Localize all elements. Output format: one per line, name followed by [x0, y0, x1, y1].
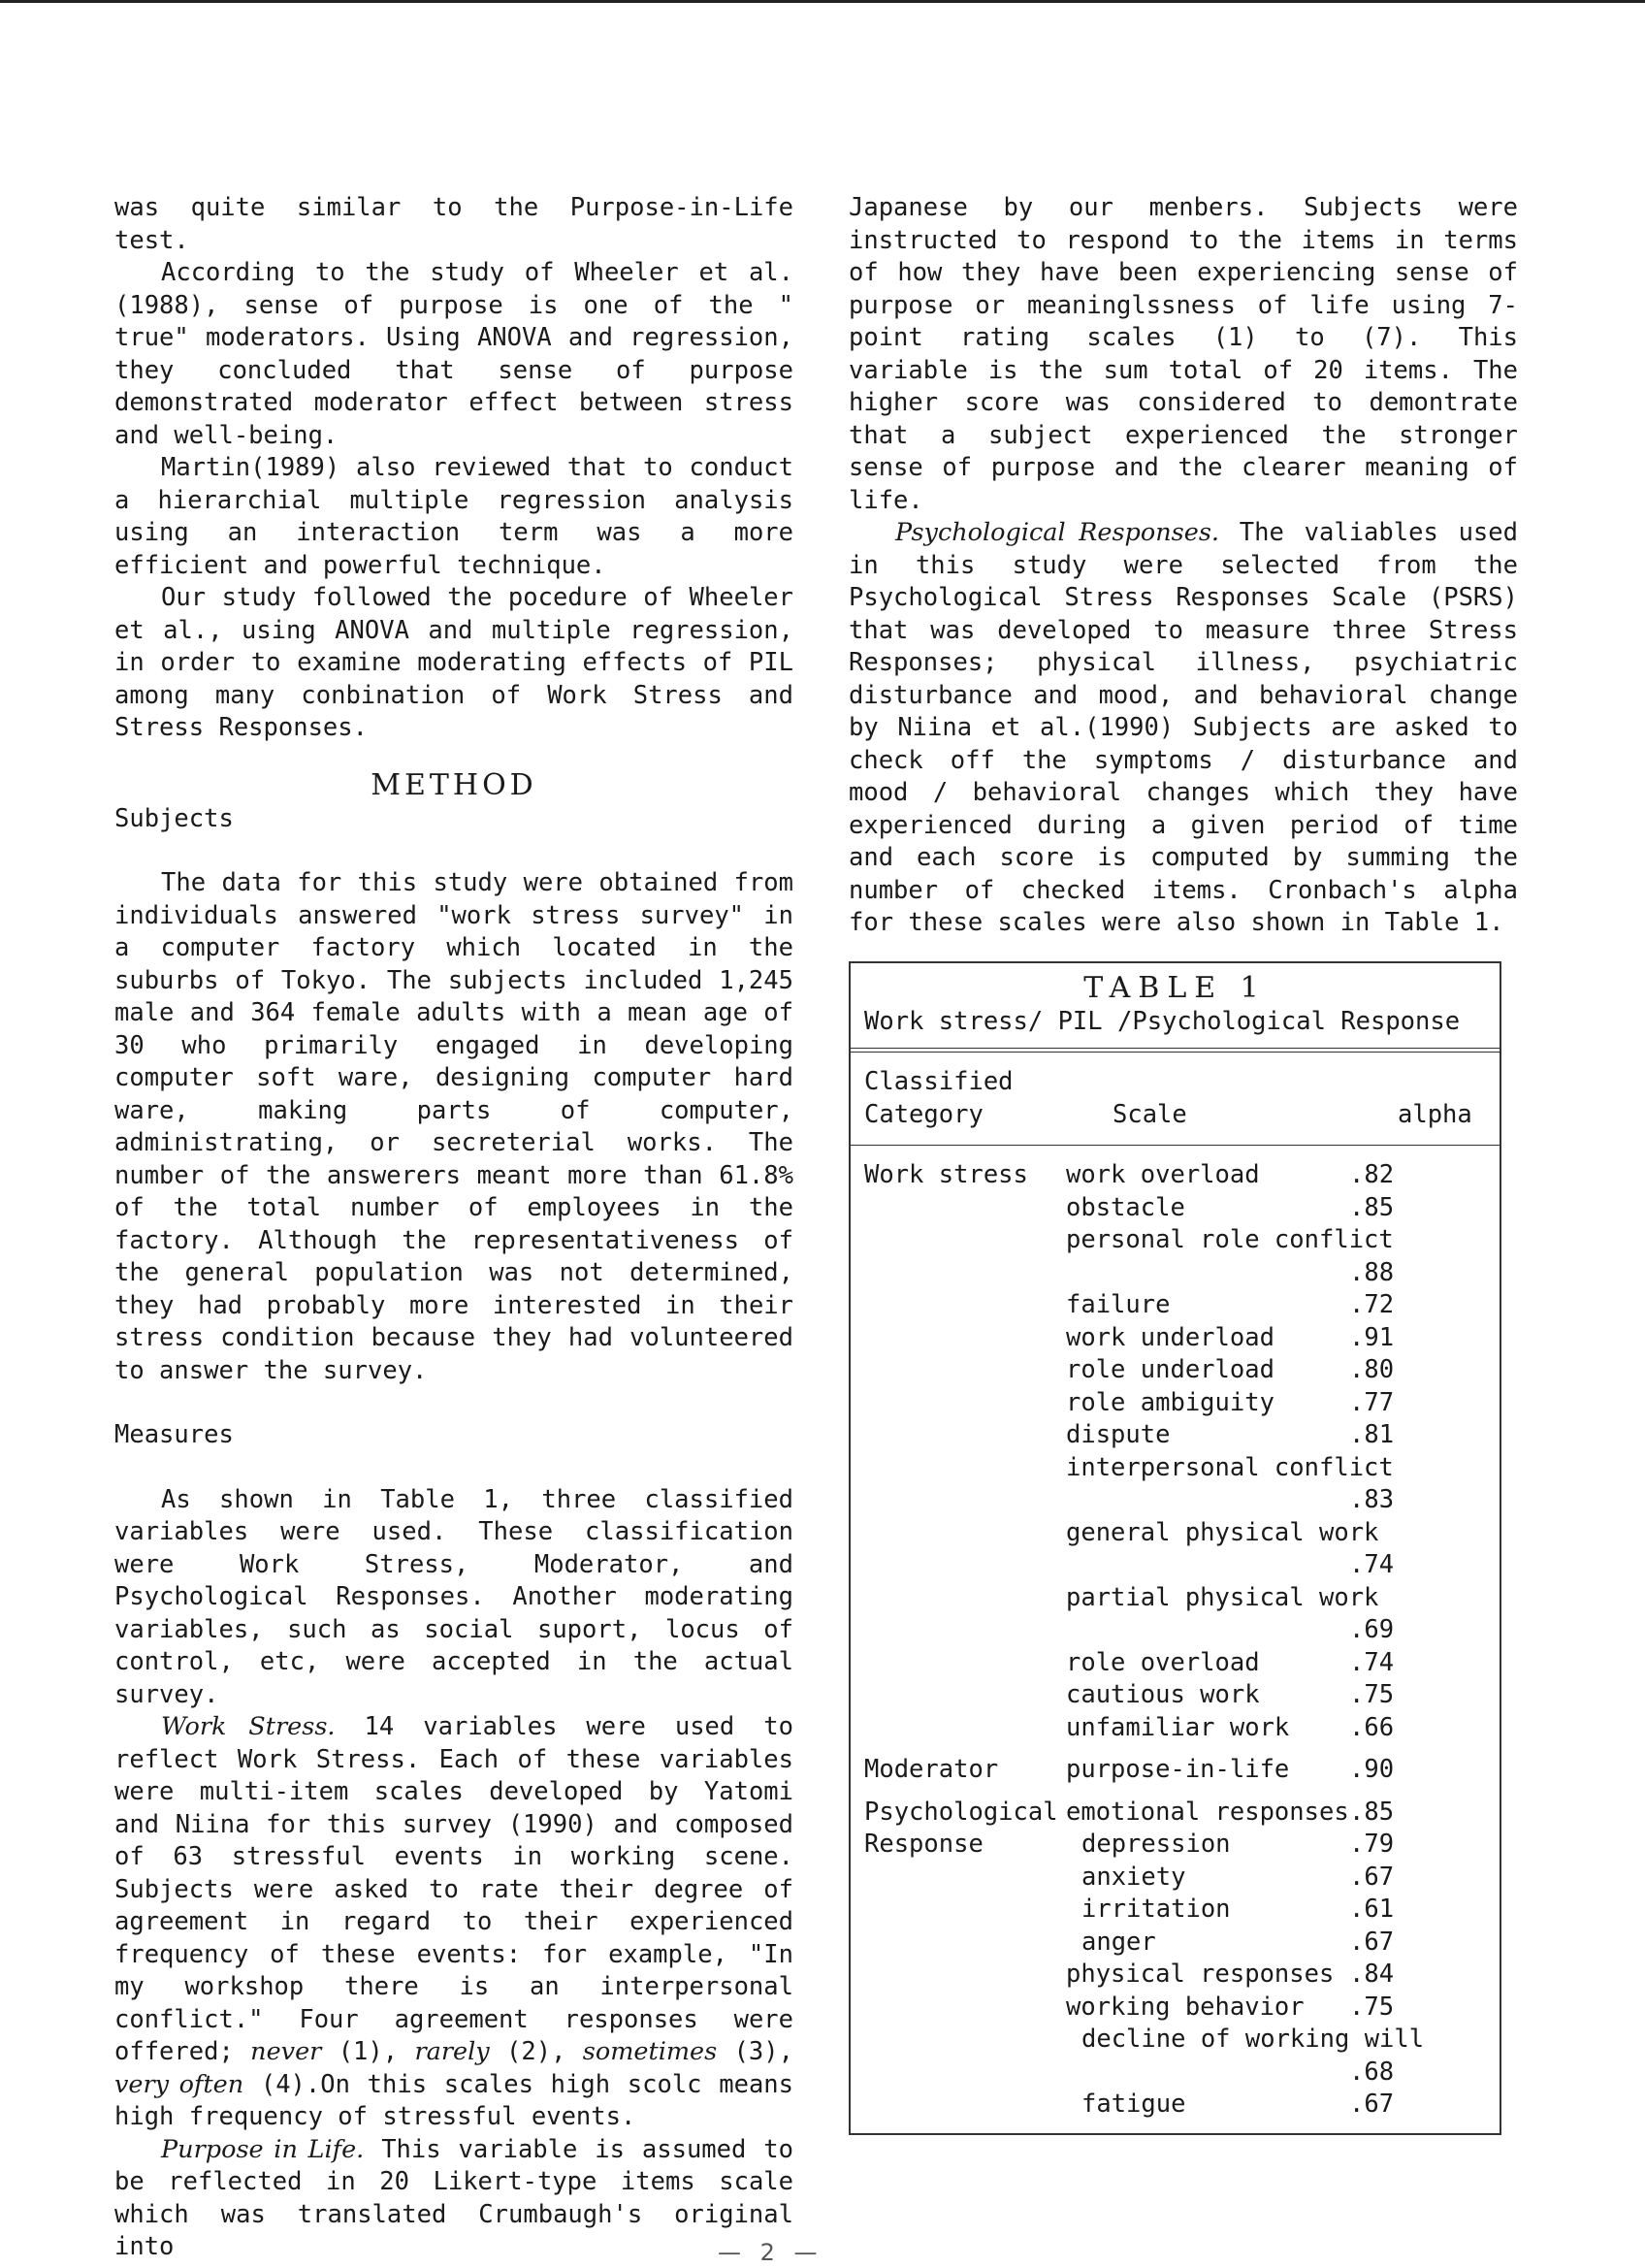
alpha-value: .85	[1349, 1797, 1395, 1827]
alpha-value: .66	[1349, 1712, 1395, 1742]
scale-name: failure	[1066, 1290, 1171, 1319]
scale-name: fatigue	[1081, 2090, 1186, 2119]
table-row	[1066, 1712, 1500, 1745]
scale-name: physical responses	[1066, 1960, 1335, 1989]
scale-name: general physical work	[1066, 1517, 1379, 1547]
group-category-line: Response	[864, 1830, 984, 1859]
table-row	[1066, 1647, 1500, 1680]
alpha-value: .67	[1349, 2090, 1395, 2119]
alpha-value: .80	[1349, 1355, 1395, 1384]
alpha-value: .77	[1349, 1387, 1395, 1417]
scale-name: interpersonal conflict	[1066, 1452, 1394, 1482]
paragraph-text: The valiables used in this study were selected from the Psychological Stress Responses Scale (PSRS) that was developed to measure three Stress Responses; physical illness, psychiatric disturbance and mood, and behavioral change by Niina et al.(1990) Subjects are asked to check off the symptoms / disturbance and mood / behavioral changes which they have experienced during a given period of time and each score is computed by summing the number of checked items. Cronbach's alpha for these scales were also shown in Table 1.	[849, 518, 1518, 937]
scale-name: purpose-in-life	[1066, 1755, 1290, 1784]
table-group	[851, 1754, 1500, 1787]
table-row	[1066, 1192, 1500, 1225]
group-category-line: Moderator	[864, 1755, 999, 1784]
alpha-value: .91	[1349, 1322, 1395, 1352]
paragraph: Martin(1989) also reviewed that to conduct a hierarchial multiple regression analysis using an interaction term was a more efficient and powerful technique.	[114, 453, 793, 580]
alpha-value: .75	[1349, 1992, 1395, 2022]
table-row	[1066, 2089, 1500, 2122]
subsection-heading-subjects: Subjects	[114, 803, 234, 833]
scale-name: dispute	[1066, 1420, 1171, 1449]
paragraph-work-stress	[114, 1711, 793, 2134]
table-row	[1066, 1679, 1500, 1712]
table-body	[851, 1159, 1500, 2122]
emphasis: sometimes	[582, 2037, 718, 2066]
table-row	[1066, 1959, 1500, 1992]
scale-name: emotional responses	[1066, 1797, 1349, 1827]
alpha-value: .81	[1349, 1420, 1395, 1449]
group-category-line: Work stress	[864, 1160, 1028, 1189]
table-row	[1066, 1992, 1500, 2025]
alpha-value: .83	[1349, 1485, 1395, 1514]
scale-name: working behavior	[1066, 1992, 1305, 2022]
table-row	[1066, 1322, 1500, 1355]
scale-name: decline of working will	[1081, 2025, 1425, 2054]
scale-name: cautious work	[1066, 1680, 1260, 1709]
alpha-value: .74	[1349, 1647, 1395, 1677]
scale-name: irritation	[1081, 1895, 1231, 1924]
page-number: — 2 —	[718, 2239, 823, 2266]
paragraph: was quite similar to the Purpose-in-Life test.	[114, 193, 793, 255]
paragraph: Our study followed the pocedure of Wheeler et al., using ANOVA and multiple regression, in order to examine moderating effects of PIL among many conbination of Work Stress and Stress Responses.	[114, 583, 793, 742]
alpha-value: .74	[1349, 1550, 1395, 1579]
header-alpha: alpha	[1398, 1099, 1472, 1129]
scale-name: work overload	[1066, 1160, 1260, 1189]
paragraph-text: (2),	[489, 2037, 583, 2066]
table-row	[1066, 1419, 1500, 1452]
paragraph-text: (3),	[717, 2037, 793, 2066]
paragraph: As shown in Table 1, three classified variables were used. These classification were Work Stress, Moderator, and Psychological Responses. Another moderating variables, such as social suport, locus of control, etc, were accepted in the actual survey.	[114, 1484, 793, 1709]
table-1	[849, 961, 1501, 2135]
table-row	[1066, 1754, 1500, 1787]
paragraph-psychological-responses	[849, 517, 1518, 940]
paragraph-text: (1),	[321, 2037, 415, 2066]
section-heading-method: METHOD	[371, 767, 537, 802]
alpha-value: .68	[1349, 2057, 1395, 2087]
table-row	[1066, 1797, 1500, 1830]
alpha-value: .85	[1349, 1192, 1395, 1222]
scale-name: obstacle	[1066, 1192, 1185, 1222]
emphasis: rarely	[414, 2037, 490, 2066]
alpha-value: .90	[1349, 1755, 1395, 1784]
scale-name: work underload	[1066, 1322, 1274, 1352]
paragraph: According to the study of Wheeler et al.(1988), sense of purpose is one of the " true" moderators. Using ANOVA and regression, they concluded that sense of purpose demonstrated moderator effect between stress and well-being.	[114, 258, 793, 450]
group-category	[864, 1159, 1066, 1744]
table-rule	[851, 1145, 1500, 1146]
scale-name: role ambiguity	[1066, 1387, 1274, 1417]
table-row	[1066, 1289, 1500, 1322]
scale-name: unfamiliar work	[1066, 1712, 1290, 1742]
scale-name: personal role conflict	[1066, 1225, 1394, 1254]
paragraph-text: 14 variables were used to reflect Work Stress. Each of these variables were multi-item scales developed by Yatomi and Niina for this survey (1990) and composed of 63 stressful events in working scene. Subjects were asked to rate their degree of agreement in regard to their experienced frequency of these events: for example, "In my workshop there is an interpersonal conflict." Four agreement responses were offered;	[114, 1712, 793, 2066]
emphasis: never	[250, 2037, 322, 2066]
alpha-value: .67	[1349, 1862, 1395, 1892]
group-category	[864, 1754, 1066, 1787]
header-category-line: Classified	[864, 1067, 1014, 1096]
paragraph-text: (4).On this scales high scolc means high frequency of stressful events.	[114, 2069, 794, 2131]
group-category	[864, 1797, 1066, 2122]
scale-name: anxiety	[1081, 1862, 1186, 1892]
table-row	[1066, 1387, 1500, 1420]
scale-name: role overload	[1066, 1647, 1260, 1677]
table-header-row	[851, 1053, 1500, 1145]
table-row	[1066, 1354, 1500, 1387]
scale-name: partial physical work	[1066, 1582, 1379, 1612]
run-in-heading: Psychological Responses.	[895, 518, 1220, 547]
left-column	[114, 192, 793, 2264]
table-row	[1066, 1829, 1500, 1862]
table-group	[851, 1797, 1500, 2122]
paragraph: Japanese by our menbers. Subjects were instructed to respond to the items in terms of how they have been experiencing sense of purpose or meaninglssness of life using 7-point rating scales (1) to (7). This variable is the sum total of 20 items. The higher score was considered to demontrate that a subject experienced the stronger sense of purpose and the clearer meaning of life.	[849, 193, 1518, 515]
right-column	[849, 192, 1518, 2135]
run-in-heading: Work Stress.	[161, 1712, 336, 1741]
emphasis: very often	[114, 2069, 244, 2099]
scale-name: anger	[1081, 1927, 1156, 1957]
top-rule	[0, 0, 1645, 3]
table-row	[1066, 1894, 1500, 1927]
alpha-value: .79	[1349, 1830, 1395, 1859]
alpha-value: .72	[1349, 1290, 1395, 1319]
run-in-heading: Purpose in Life.	[161, 2134, 365, 2164]
alpha-value: .84	[1349, 1960, 1395, 1989]
alpha-value: .75	[1349, 1680, 1395, 1709]
alpha-value: .82	[1349, 1160, 1395, 1189]
scale-name: role underload	[1066, 1355, 1274, 1384]
group-category-line: Psychological	[864, 1797, 1058, 1827]
alpha-value: .67	[1349, 1927, 1395, 1957]
paragraph: The data for this study were obtained from individuals answered "work stress survey" in a computer factory which located in the suburbs of Tokyo. The subjects included 1,245 male and 364 female adults with a mean age of 30 who primarily engaged in developing computer soft ware, designing computer hard ware, making parts of computer, administrating, or secreterial works. The number of the answerers meant more than 61.8% of the total number of employees in the factory. Although the representativeness of the general population was not determined, they had probably more interested in their stress condition because they had volunteered to answer the survey.	[114, 868, 793, 1385]
table-subtitle: Work stress/ PIL /Psychological Response	[864, 1006, 1461, 1036]
scale-name: depression	[1081, 1830, 1231, 1859]
header-category-line: Category	[864, 1099, 984, 1129]
table-row	[1066, 1927, 1500, 1960]
subsection-heading-measures: Measures	[114, 1420, 234, 1449]
alpha-value: .88	[1349, 1257, 1395, 1287]
paragraph-purpose-in-life	[114, 2134, 793, 2264]
paragraph-text: This variable is assumed to be reflected in 20 Likert-type items scale which was translated Crumbaugh's original into	[114, 2134, 793, 2261]
alpha-value: .61	[1349, 1895, 1395, 1924]
alpha-value: .69	[1349, 1615, 1395, 1644]
table-group	[851, 1159, 1500, 1744]
table-title: TABLE 1	[1083, 970, 1267, 1005]
table-row	[1066, 1159, 1500, 1192]
header-scale: Scale	[1113, 1099, 1187, 1129]
table-row	[1066, 1862, 1500, 1895]
header-category	[864, 1066, 1066, 1131]
